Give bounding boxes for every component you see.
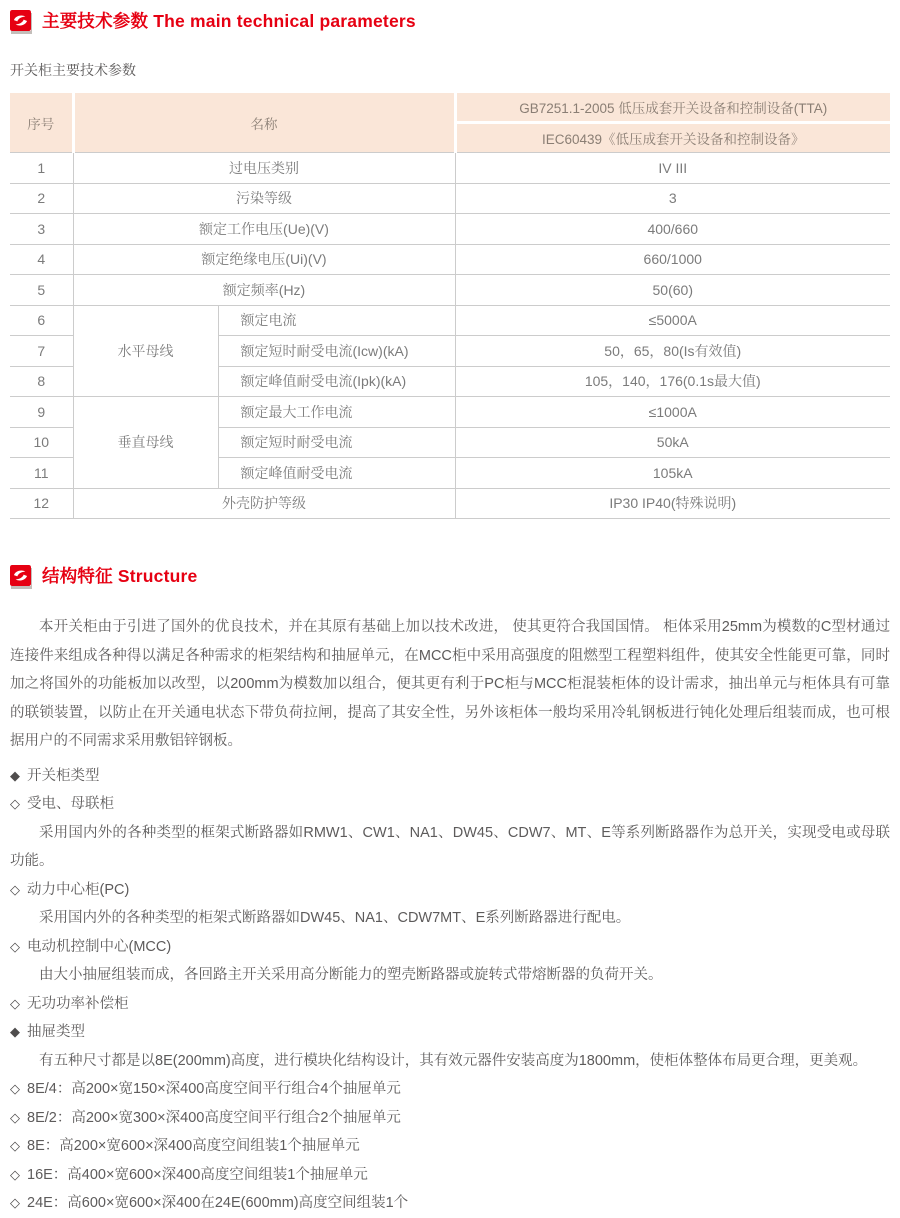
table-row bbox=[10, 244, 890, 275]
cell-no: 10 bbox=[10, 427, 73, 458]
table-row bbox=[10, 275, 890, 306]
tech-section-heading bbox=[10, 8, 890, 33]
cell-name: 外壳防护等级 bbox=[73, 488, 455, 519]
table-row bbox=[10, 397, 890, 428]
cell-name: 额定短时耐受电流 bbox=[218, 427, 455, 458]
cell-name: 额定最大工作电流 bbox=[218, 397, 455, 428]
cell-value: IP30 IP40(特殊说明) bbox=[455, 488, 890, 519]
cell-name: 额定短时耐受电流(Icw)(kA) bbox=[218, 336, 455, 367]
list-item-label: 受电、母联柜 bbox=[27, 796, 114, 812]
structure-section-title: 结构特征 Structure bbox=[42, 566, 198, 586]
cell-value: 400/660 bbox=[455, 214, 890, 245]
tech-params-table bbox=[10, 93, 890, 519]
list-item-label: 抽屉类型 bbox=[27, 1024, 85, 1040]
diamond-outline-bullet-icon: ◇ bbox=[10, 938, 20, 954]
tech-section-title: 主要技术参数 The main technical parameters bbox=[42, 11, 416, 31]
brand-swoosh-icon bbox=[10, 10, 31, 31]
list-item bbox=[10, 990, 890, 1019]
brand-swoosh-icon bbox=[10, 565, 31, 586]
cell-value: 50kA bbox=[455, 427, 890, 458]
cell-name: 额定峰值耐受电流 bbox=[218, 458, 455, 489]
diamond-outline-bullet-icon: ◇ bbox=[10, 881, 20, 897]
header-cell-no: 序号 bbox=[10, 93, 73, 153]
table-row bbox=[10, 488, 890, 519]
cell-name: 额定绝缘电压(Ui)(V) bbox=[73, 244, 455, 275]
list-item bbox=[10, 876, 890, 905]
cell-name: 额定电流 bbox=[218, 305, 455, 336]
cell-no: 9 bbox=[10, 397, 73, 428]
cell-no: 1 bbox=[10, 153, 73, 184]
diamond-outline-bullet-icon: ◇ bbox=[10, 1138, 20, 1153]
list-item-label: 开关柜类型 bbox=[27, 767, 100, 784]
cell-name: 额定峰值耐受电流(Ipk)(kA) bbox=[218, 366, 455, 397]
cell-group-vertical-busbar: 垂直母线 bbox=[73, 397, 218, 489]
table-row bbox=[10, 305, 890, 336]
structure-intro-paragraph: 本开关柜由于引进了国外的优良技术，并在其原有基础上加以技术改进， 使其更符合我国国情。 柜体采用25mm为模数的C型材通过连接件来组成各种得以满足各种需求的柜架结构和抽屉单元，在MCC柜中采用高强度的阻燃型工程塑料组件，使其安全性能更可靠，同时加之将国外的功能板加以改型，以200mm为模数加以组合，便其更有利于PC柜与MCC柜混装柜体的设计需求，抽出单元与柜体具有可靠的联锁装置，以防止在开关通电状态下带负荷拉闸，提高了其安全性，另外该柜体一般均采用冷轧钢板进行钝化处理后组装而成，也可根据用户的不同需求采用敷铝锌钢板。 bbox=[10, 619, 890, 749]
cell-no: 12 bbox=[10, 488, 73, 519]
list-item bbox=[10, 1075, 890, 1104]
list-item bbox=[10, 762, 890, 791]
diamond-outline-bullet-icon: ◇ bbox=[10, 1081, 20, 1096]
list-item-label: 无功功率补偿柜 bbox=[27, 995, 129, 1012]
diamond-outline-bullet-icon: ◇ bbox=[10, 1195, 20, 1210]
cell-name: 污染等级 bbox=[73, 183, 455, 214]
header-cell-standard-1: GB7251.1-2005 低压成套开关设备和控制设备(TTA) bbox=[455, 93, 890, 123]
cell-value: IV III bbox=[455, 153, 890, 184]
diamond-outline-bullet-icon: ◇ bbox=[10, 1166, 20, 1182]
cell-value: ≤1000A bbox=[455, 397, 890, 428]
cell-value: 50，65，80(Is有效值) bbox=[455, 336, 890, 367]
list-item-description: 采用国内外的各种类型的柜架式断路器如DW45、NA1、CDW7MT、E系列断路器进行配电。 bbox=[39, 910, 631, 926]
list-item-label: 8E：高200×宽600×深400高度空间组装1个抽屉单元 bbox=[27, 1138, 360, 1154]
diamond-outline-bullet-icon: ◇ bbox=[10, 1109, 20, 1125]
cell-value: ≤5000A bbox=[455, 305, 890, 336]
list-item-label: 8E/2：高200×宽300×深400高度空间平行组合2个抽屉单元 bbox=[27, 1109, 401, 1126]
cell-no: 5 bbox=[10, 275, 73, 306]
structure-section-heading bbox=[10, 563, 890, 588]
list-item-description: 由大小抽屉组装而成，各回路主开关采用高分断能力的塑壳断路器或旋转式带熔断器的负荷开关。 bbox=[39, 967, 663, 983]
list-item-label: 电动机控制中心(MCC) bbox=[27, 938, 172, 955]
diamond-filled-bullet-icon: ◆ bbox=[10, 1024, 20, 1039]
cell-name: 额定频率(Hz) bbox=[73, 275, 455, 306]
header-cell-name: 名称 bbox=[73, 93, 455, 153]
list-item bbox=[10, 1018, 890, 1047]
table-row bbox=[10, 214, 890, 245]
list-item-label: 8E/4：高200×宽150×深400高度空间平行组合4个抽屉单元 bbox=[27, 1081, 401, 1097]
cell-no: 11 bbox=[10, 458, 73, 489]
cell-no: 8 bbox=[10, 366, 73, 397]
diamond-filled-bullet-icon: ◆ bbox=[10, 767, 20, 783]
list-item-description: 采用国内外的各种类型的框架式断路器如RMW1、CW1、NA1、DW45、CDW7、MT、E等系列断路器作为总开关，实现受电或母联功能。 bbox=[10, 824, 890, 869]
cell-no: 4 bbox=[10, 244, 73, 275]
list-item-label: 24E：高600×宽600×深400在24E(600mm)高度空间组装1个 bbox=[27, 1195, 409, 1211]
diamond-outline-bullet-icon: ◇ bbox=[10, 995, 20, 1011]
header-cell-standard-2: IEC60439《低压成套开关设备和控制设备》 bbox=[455, 123, 890, 153]
list-item bbox=[10, 1189, 890, 1218]
cell-name: 额定工作电压(Ue)(V) bbox=[73, 214, 455, 245]
cell-value: 50(60) bbox=[455, 275, 890, 306]
cell-group-horizontal-busbar: 水平母线 bbox=[73, 305, 218, 397]
list-item-description: 有五种尺寸都是以8E(200mm)高度，进行模块化结构设计，其有效元器件安装高度为1800mm，使柜体整体布局更合理，更美观。 bbox=[39, 1052, 868, 1069]
cell-no: 7 bbox=[10, 336, 73, 367]
cell-no: 2 bbox=[10, 183, 73, 214]
cell-value: 105kA bbox=[455, 458, 890, 489]
list-item-label: 16E：高400×宽600×深400高度空间组装1个抽屉单元 bbox=[27, 1166, 368, 1183]
cell-value: 660/1000 bbox=[455, 244, 890, 275]
list-item bbox=[10, 790, 890, 819]
cell-value: 3 bbox=[455, 183, 890, 214]
diamond-outline-bullet-icon: ◇ bbox=[10, 796, 20, 811]
list-item bbox=[10, 1161, 890, 1190]
table-row bbox=[10, 183, 890, 214]
list-item bbox=[10, 1132, 890, 1161]
list-item-label: 动力中心柜(PC) bbox=[27, 881, 130, 898]
table-caption: 开关柜主要技术参数 bbox=[10, 62, 136, 78]
cell-name: 过电压类别 bbox=[73, 153, 455, 184]
table-header-row bbox=[10, 93, 890, 123]
list-item bbox=[10, 933, 890, 962]
cell-no: 6 bbox=[10, 305, 73, 336]
table-row bbox=[10, 153, 890, 184]
cell-no: 3 bbox=[10, 214, 73, 245]
cell-value: 105，140，176(0.1s最大值) bbox=[455, 366, 890, 397]
list-item bbox=[10, 1104, 890, 1133]
